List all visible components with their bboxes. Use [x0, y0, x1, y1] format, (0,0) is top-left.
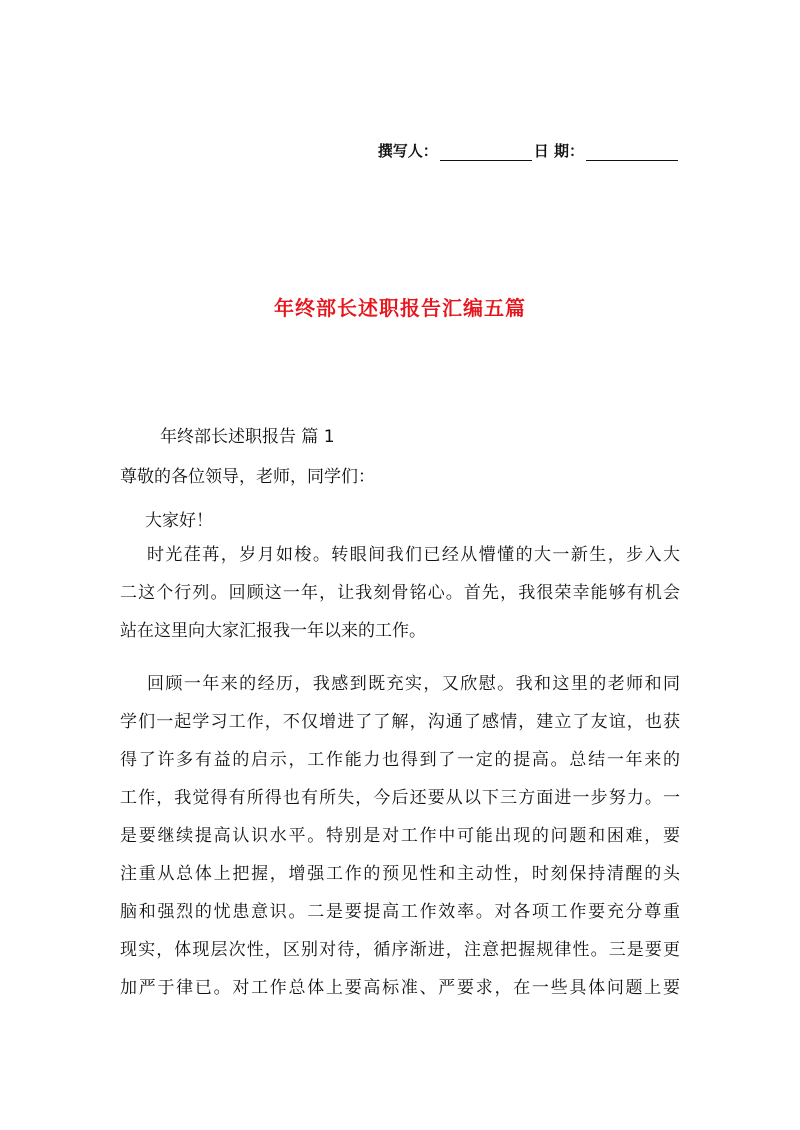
author-blank-field [440, 145, 532, 161]
paragraph-line: 注重从总体上把握，增强工作的预见性和主动性，时刻保持清醒的头 [120, 864, 680, 884]
paragraph-line: 站在这里向大家汇报我一年以来的工作。 [120, 621, 426, 641]
date-label: 日 期： [533, 142, 584, 160]
section-heading: 年终部长述职报告 篇 1 [160, 427, 335, 447]
paragraph-line: 时光荏苒，岁月如梭。转眼间我们已经从懵懂的大一新生，步入大 [147, 545, 680, 565]
greeting: 大家好！ [145, 511, 213, 531]
paragraph-2 [120, 665, 680, 1007]
salutation: 尊敬的各位领导，老师，同学们： [120, 467, 375, 487]
date-blank-field [586, 145, 678, 161]
paragraph-line: 工作，我觉得有所得也有所失，今后还要从以下三方面进一步努力。一 [120, 788, 680, 808]
author-label: 撰写人： [377, 142, 438, 160]
author-date-line [378, 140, 680, 161]
paragraph-line: 加严于律已。对工作总体上要高标准、严要求，在一些具体问题上要 [120, 978, 680, 998]
paragraph-1 [120, 536, 680, 650]
paragraph-line: 脑和强烈的忧患意识。二是要提高工作效率。对各项工作要充分尊重 [120, 902, 680, 922]
paragraph-line: 是要继续提高认识水平。特别是对工作中可能出现的问题和困难，要 [120, 826, 680, 846]
paragraph-line: 得了许多有益的启示，工作能力也得到了一定的提高。总结一年来的 [120, 750, 680, 770]
paragraph-line: 二这个行列。回顾这一年，让我刻骨铭心。首先，我很荣幸能够有机会 [120, 583, 680, 603]
document-title: 年终部长述职报告汇编五篇 [274, 296, 526, 320]
paragraph-line: 学们一起学习工作，不仅增进了了解，沟通了感情，建立了友谊，也获 [120, 712, 680, 732]
paragraph-line: 回顾一年来的经历，我感到既充实，又欣慰。我和这里的老师和同 [147, 674, 680, 694]
paragraph-line: 现实，体现层次性，区别对待，循序渐进，注意把握规律性。三是要更 [120, 940, 680, 960]
